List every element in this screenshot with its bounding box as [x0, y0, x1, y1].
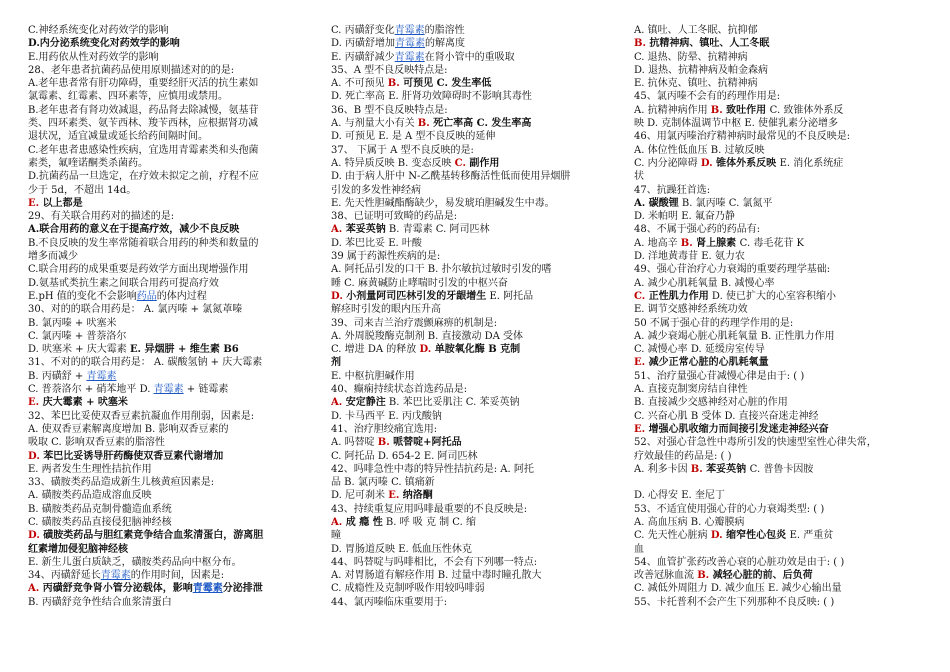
text-line: 48、不属于强心药的药品有: — [634, 224, 761, 236]
text-line: 疗效最佳的药品是: ( ) — [634, 450, 732, 462]
text-line: A. 抗精神病作用 B. 致吐作用 C. 致锥体外系反 — [634, 104, 844, 116]
text-line: A. 体位性低血压 B. 过敏反映 — [634, 144, 765, 156]
text-line: 退状况，适宜减量或延长给药间隔时间。 — [28, 131, 208, 143]
text-line: 氯霉素、红霉素、四环素等，应慎用或禁用。 — [28, 91, 228, 103]
text-line: A. 成 瘾 性 B. 呼 吸 克 制 C. 缩 — [331, 516, 476, 528]
text-line: D.氨基甙类抗生素之间联合用药可提高疗效 — [28, 277, 219, 289]
text-line: D. 苯巴比妥 E. 叶酸 — [331, 237, 422, 249]
text-line: D. 小剂量阿司匹林引发的牙龈增生 E. 阿托品 — [331, 290, 534, 302]
text-line: A. 减少心肌耗氧量 B. 减慢心率 — [634, 277, 775, 289]
text-line: A. 吗替啶 B. 哌替啶+阿托品 — [331, 437, 462, 449]
text-line: 44、氯丙嗪临床重要用于: — [331, 596, 448, 608]
text-line: 状 — [634, 171, 644, 183]
text-line: E. 增强心肌收缩力而间接引发迷走神经兴奋 — [634, 423, 829, 435]
text-line: A. 与剂量大小有关 B. 死亡率高 C. 发生率高 — [331, 118, 532, 130]
text-line: C. 减慢心率 D. 延缓房室传导 — [634, 344, 765, 356]
text-line: 引发的多发性神经病 — [331, 184, 421, 196]
text-line: 增多而减少 — [28, 251, 78, 263]
text-line: 解痉时引发的眼内压升高 — [331, 304, 441, 316]
inline-link[interactable]: 青霉素 — [394, 51, 425, 63]
text-line: 30、对的的联合用药是： A. 氯丙嗪 + 氯氮䓬嗪 — [28, 304, 243, 316]
inline-link[interactable]: 青霉素 — [394, 25, 425, 36]
text-line: E. 丙磺舒减少青霉素在肾小管中的重吸取 — [331, 51, 515, 63]
text-line: 34、丙磺舒延长青霉素的作用时间，因素是: — [28, 570, 225, 582]
text-line: E. 抗休克、镇吐、抗精神病 — [634, 78, 758, 90]
text-line: A. 苯妥英钠 B. 青霉素 C. 阿司匹林 — [331, 224, 490, 236]
inline-link[interactable]: 青霉素 — [153, 384, 184, 396]
text-line: B.不良反映的发生率常随着联合用药的种类和数量的 — [28, 237, 259, 249]
text-line: 33、磺胺类药品造成新生儿核黄疸因素是: — [28, 477, 215, 489]
text-line: 54、血管扩张药改善心衰的心脏功效是由于: ( ) — [634, 556, 845, 568]
text-line: 瞳 — [331, 530, 341, 542]
column-right — [634, 24, 930, 609]
text-line: E. 以上都是 — [28, 197, 83, 209]
inline-link[interactable]: 药品 — [136, 290, 157, 302]
text-line: 38、已证明可致畸的药品是: — [331, 211, 458, 223]
text-line: D.抗菌药品一旦选定，在疗效未拟定之前，疗程不应 — [28, 171, 259, 183]
text-line: E. 减少正常心脏的心肌耗氧量 — [634, 357, 769, 369]
text-line: B. 氯丙嗪 + 吠塞米 — [28, 317, 117, 329]
text-line: E. 先天性胆碱酯酶缺少，易发琥珀胆碱发生中毒。 — [331, 197, 555, 209]
text-line: 45、氯丙嗪不会有的药理作用是: — [634, 91, 781, 103]
text-line: 44、吗替啶与吗啡相比，不会有下列哪一特点: — [331, 556, 538, 568]
inline-link[interactable]: 青霉素 — [100, 570, 131, 582]
text-line: 血 — [634, 543, 644, 555]
text-line: E. 调节交感神经系统功效 — [634, 304, 748, 316]
text-line: A. 安定静注 B. 苯巴比妥肌注 C. 苯妥英钠 — [331, 397, 520, 409]
text-line: E.用药依从性对药效学的影响 — [28, 51, 159, 63]
text-line: A.联合用药的意义在于提高疗效，减少不良反映 — [28, 224, 240, 236]
text-line: C. 成瘾性及克制呼吸作用较吗啡弱 — [331, 583, 485, 595]
text-line: E. 新生儿蛋白质缺乏，磺胺类药品向中枢分布。 — [28, 556, 242, 568]
text-line: 素类，氟喹诺酮类杀菌药。 — [28, 157, 148, 169]
text-line: D. 胃肠道反映 E. 低血压性休克 — [331, 543, 472, 555]
text-line: 类、四环素类、氨苄西林、羧苄西林，应根据肾功减 — [28, 118, 258, 130]
text-line: C. 普萘洛尔 + 硝苯地平 D. 青霉素 + 链霉素 — [28, 384, 229, 396]
text-line: C. 内分泌障碍 D. 锥体外系反映 E. 消化系统症 — [634, 157, 844, 169]
inline-link[interactable]: 青霉素 — [395, 38, 426, 50]
inline-link[interactable]: 青霉素 — [192, 583, 223, 595]
text-line: A. 不可预见 B. 可预见 C. 发生率低 — [331, 78, 492, 90]
text-line: A. 丙磺舒竞争肾小管分泌载体，影响青霉素分泌排泄 — [28, 583, 263, 595]
text-line: E. 两者发生生理性拮抗作用 — [28, 463, 152, 475]
text-line: A. 碳酸锂 B. 氯丙嗪 C. 氯氮平 — [634, 197, 773, 209]
column-middle — [331, 24, 627, 609]
text-line: 35、A 型不良反映特点是: — [331, 64, 448, 76]
text-line: D. 吠塞米 + 庆大霉素 E. 异烟肼 + 维生素 B6 — [28, 344, 239, 356]
text-line: 43、持续重复应用吗啡最重要的不良反映是: — [331, 503, 528, 515]
text-line: D. 米帕明 E. 氟奋乃静 — [634, 211, 735, 223]
text-line: D. 卡马西平 E. 丙戊酸钠 — [331, 410, 442, 422]
text-line: 46、用氯丙嗪治疗精神病时最常见的不良反映是: — [634, 131, 851, 143]
text-line: 37、 下属于 A 型不良反映的是: — [331, 144, 474, 156]
text-line: B.老年患者有肾功效减退，药品肾去除减慢，氨基苷 — [28, 104, 259, 116]
text-line: C. 磺胺类药品直接侵犯脑神经核 — [28, 516, 172, 528]
text-line: B. 直接减少交感神经对心脏的作用 — [634, 397, 788, 409]
text-line: 52、对强心苷急性中毒所引发的快速型室性心律失常， — [634, 437, 877, 449]
text-line: B. 丙磺舒竞争性结合血浆清蛋白 — [28, 596, 172, 608]
text-line: 42、吗啡急性中毒的特异性拮抗药是: A. 阿托 — [331, 463, 534, 475]
text-line: 31、不对的的联合用药是： A. 碳酸氢钠 + 庆大霉素 — [28, 357, 263, 369]
text-line: C. 兴奋心肌 B 受体 D. 直接兴奋迷走神经 — [634, 410, 819, 422]
text-line: 53、不适宜使用强心苷的心力衰竭类型: ( ) — [634, 503, 825, 515]
text-line: C. 阿托品 D. 654-2 E. 阿司匹林 — [331, 450, 478, 462]
text-line: D. 洋地黄毒苷 E. 氨力农 — [634, 251, 745, 263]
text-line: A. 地高辛 B. 肾上腺素 C. 毒毛花苷 K — [634, 237, 804, 249]
text-line: C. 增进 DA 的释放 D. 单胺氧化酶 B 克制 — [331, 344, 521, 356]
text-line: C. 氯丙嗪 + 普萘洛尔 — [28, 330, 127, 342]
text-line: 40、癫痫持续状态首选药品是: — [331, 384, 468, 396]
text-line: D. 磺胺类药品与胆红素竞争结合血浆清蛋白，游离胆 — [28, 530, 264, 542]
text-line: 36、B 型不良反映特点是: — [331, 104, 448, 116]
text-line: 28、老年患者抗菌药品使用原则描述对的的是: — [28, 64, 235, 76]
text-line: A. 直接克制窦房结自律性 — [634, 384, 748, 396]
column-left — [28, 24, 324, 609]
text-line: C. 先天性心脏病 D. 缩窄性心包炎 E. 严重贫 — [634, 530, 834, 542]
text-line: A. 使双香豆素解离度增加 B. 影响双香豆素的 — [28, 423, 229, 435]
text-line: D. 心得安 E. 奎尼丁 — [634, 490, 725, 502]
text-line: 49、强心苷治疗心力衰竭的重要药理学基础: — [634, 264, 831, 276]
text-line: A. 高血压病 B. 心瓣膜病 — [634, 516, 745, 528]
text-line: 39 属于药源性疾病的是: — [331, 251, 441, 263]
text-line: 41、治疗胆绞痛宜选用: — [331, 423, 438, 435]
inline-link[interactable]: 青霉素 — [86, 370, 117, 382]
text-line: C.神经系统变化对药效学的影响 — [28, 25, 169, 36]
text-line: 品 B. 氯丙嗪 C. 镇痛新 — [331, 477, 435, 489]
text-line: A. 特异质反映 B. 变态反映 C. 副作用 — [331, 157, 500, 169]
text-line: 映 D. 克制体温调节中枢 E. 使催乳素分泌增多 — [634, 118, 839, 130]
text-line: E. 庆大霉素 + 吠塞米 — [28, 397, 128, 409]
text-line: 51、治疗量强心苷减慢心律是由于: ( ) — [634, 370, 805, 382]
text-line: 少于 5d，不超出 14d。 — [28, 184, 137, 196]
text-line: A. 镇吐、人工冬眠、抗抑郁 — [634, 25, 758, 36]
text-line: 29、有关联合用药对的描述的是: — [28, 211, 175, 223]
text-line: A. 减少衰竭心脏心肌耗氧量 B. 正性肌力作用 — [634, 330, 835, 342]
text-line: C. 丙磺舒变化青霉素的脂溶性 — [331, 25, 465, 36]
text-line: A. 利多卡因 B. 苯妥英钠 C. 普鲁卡因胺 — [634, 463, 814, 475]
text-line: D. 尼可刹米 E. 纳洛酮 — [331, 490, 433, 502]
text-line: D.内分泌系统变化对药效学的影响 — [28, 38, 180, 50]
text-line: D. 由于病人肝中 N-乙酰基转移酶活性低而使用异烟肼 — [331, 171, 571, 183]
text-line: 剂 — [331, 357, 341, 369]
text-line: C. 正性肌力作用 D. 使已扩大的心室容积缩小 — [634, 290, 836, 302]
text-line: A. 对胃肠道有解痉作用 B. 过量中毒时瞳孔散大 — [331, 570, 542, 582]
text-line — [634, 476, 930, 489]
text-line: 47、抗躁狂首选: — [634, 184, 711, 196]
text-line: 55、卡托普利不会产生下列那种不良反映: ( ) — [634, 596, 835, 608]
text-line: A. 阿托品引发的口干 B. 扑尔敏抗过敏时引发的嗜 — [331, 264, 552, 276]
text-line: B. 磺胺类药品克制骨髓造血系统 — [28, 503, 172, 515]
text-line: E. 中枢抗胆碱作用 — [331, 370, 415, 382]
text-line: B. 抗精神病、镇吐、人工冬眠 — [634, 38, 770, 50]
text-line: 32、苯巴比妥使双香豆素抗凝血作用削弱，因素是: — [28, 410, 255, 422]
text-line: D. 苯巴比妥诱导肝药酶使双香豆素代谢增加 — [28, 450, 224, 462]
text-line: 改善冠脉血流 B. 减轻心脏的前、后负荷 — [634, 570, 813, 582]
text-line: C.联合用药的成果重要是药效学方面出现增强作用 — [28, 264, 249, 276]
text-line: 吸取 C. 影响双香豆素的脂溶性 — [28, 437, 165, 449]
text-line: D. 可预见 E. 是 A 型不良反映的延伸 — [331, 131, 496, 143]
text-line: B. 丙磺舒 + 青霉素 — [28, 370, 117, 382]
text-line: D. 丙磺舒增加青霉素的解离度 — [331, 38, 466, 50]
text-line: C. 退热、防晕、抗精神病 — [634, 51, 748, 63]
text-line: D. 死亡率高 E. 肝肾功效障碍时不影响其毒性 — [331, 91, 532, 103]
text-line: C.老年患者患感染性疾病，宜选用青霉素类和头孢菌 — [28, 144, 259, 156]
text-line: E.pH 值的变化不会影响药品的体内过程 — [28, 290, 207, 302]
text-line: 睡 C. 麻黄碱防止哮喘时引发的中枢兴奋 — [331, 277, 508, 289]
text-line: 50 不属于强心苷的药理学作用的是: — [634, 317, 794, 329]
text-line: D. 退热、抗精神病及帕金森病 — [634, 64, 769, 76]
text-line: 39、司来吉兰治疗震颤麻痹的机制是: — [331, 317, 498, 329]
text-line: A.老年患者常有肝功障碍，重要经肝灭活的抗生素如 — [28, 78, 259, 90]
text-line: A. 外周脱羧酶克制剂 B. 直接激动 DA 受体 — [331, 330, 524, 342]
text-line: 红素增加侵犯脑神经核 — [28, 543, 128, 555]
text-line: A. 磺胺类药品造成溶血反映 — [28, 490, 152, 502]
text-line: C. 减低外周阻力 D. 减少血压 E. 减少心输出量 — [634, 583, 842, 595]
